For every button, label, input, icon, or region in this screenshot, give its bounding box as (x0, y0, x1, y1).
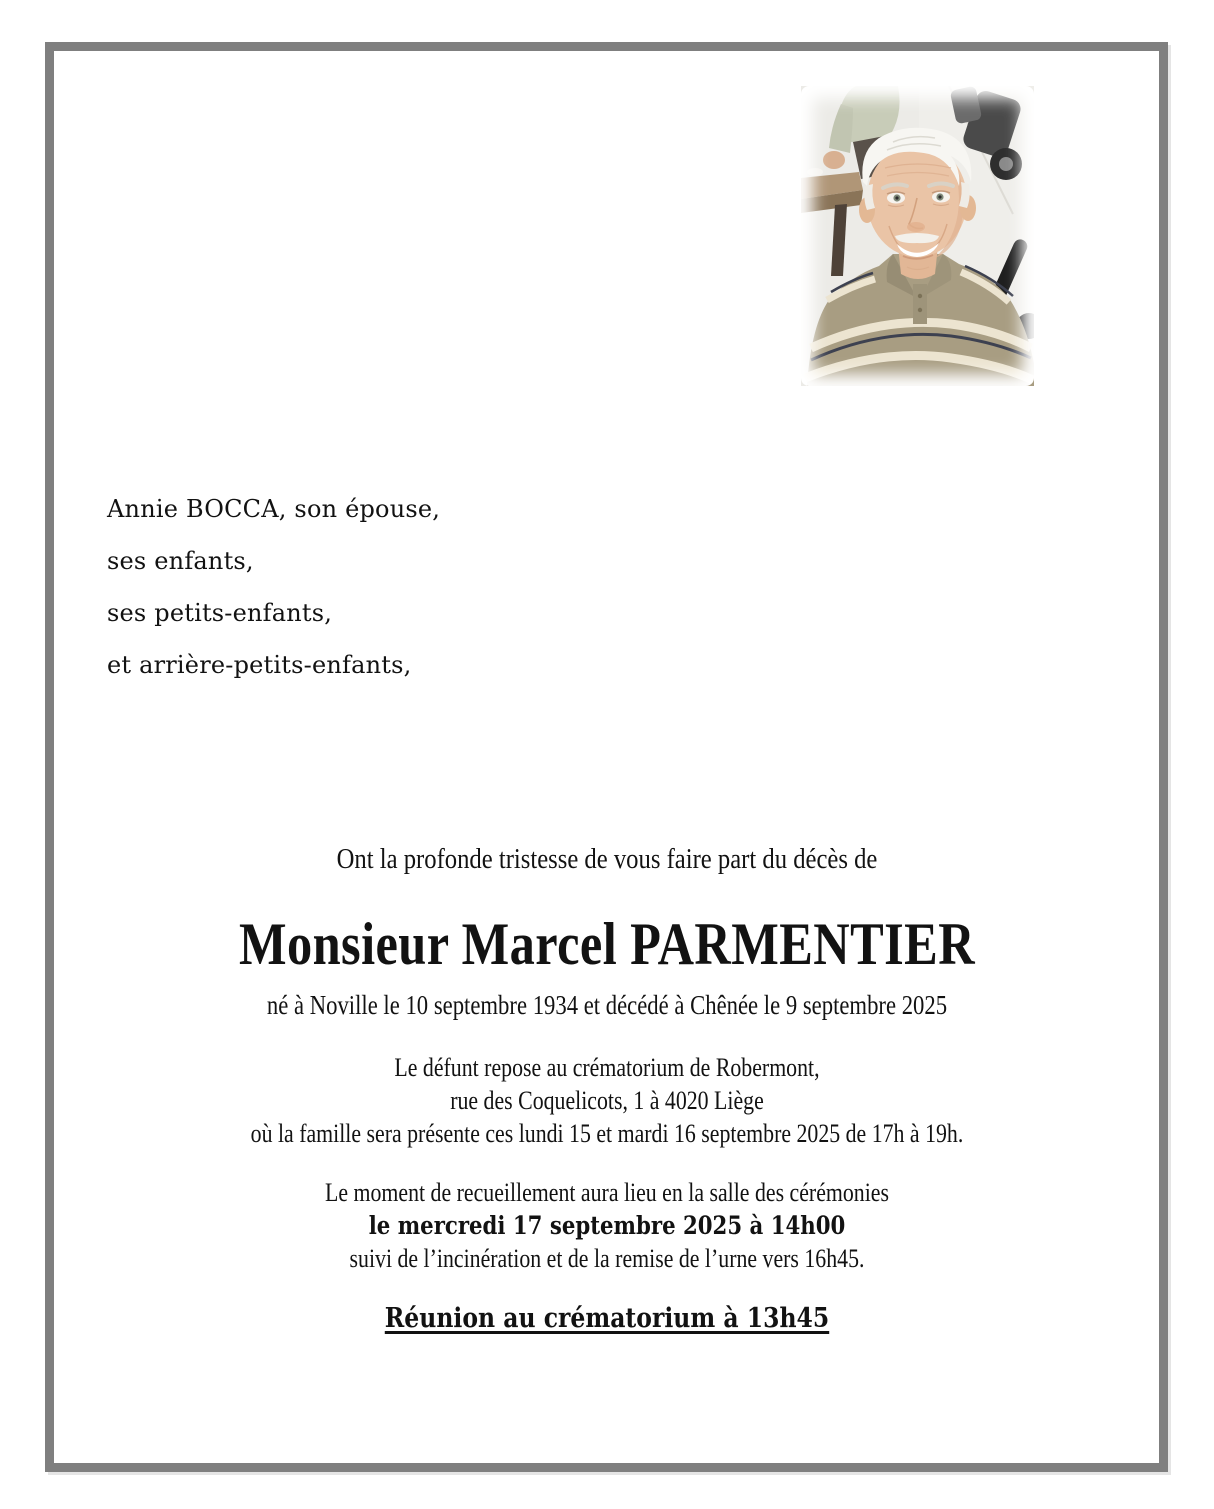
life-dates-line: né à Noville le 10 septembre 1934 et décédé à Chênée le 9 septembre 2025 (266, 990, 948, 1020)
repose-location-line: Le défunt repose au crématorium de Robermont, (394, 1053, 820, 1082)
deceased-name-title: Monsieur Marcel PARMENTIER (238, 911, 976, 977)
deceased-portrait-photo (801, 86, 1034, 386)
family-line-greatgrandchildren: et arrière-petits-enfants, (107, 651, 412, 679)
ceremony-datetime-line: le mercredi 17 septembre 2025 à 14h00 (368, 1211, 846, 1240)
repose-visiting-hours-line: où la famille sera présente ces lundi 15 et mardi 16 septembre 2025 de 17h à 19h. (250, 1119, 964, 1148)
portrait-illustration (801, 86, 1034, 386)
ceremony-info-block (0, 1176, 1214, 1275)
repose-info-block (97, 1051, 1117, 1150)
family-line-grandchildren: ses petits-enfants, (107, 599, 333, 627)
family-list (107, 483, 440, 691)
ceremony-intro-line: Le moment de recueillement aura lieu en la salle des cérémonies (325, 1178, 889, 1207)
repose-address-line: rue des Coquelicots, 1 à 4020 Liège (450, 1086, 764, 1115)
family-line-spouse: Annie BOCCA, son épouse, (107, 495, 441, 523)
ceremony-followup-line: suivi de l’incinération et de la remise de l’urne vers 16h45. (349, 1244, 865, 1273)
meeting-point-line: Réunion au crématorium à 13h45 (384, 1303, 830, 1334)
family-line-children: ses enfants, (107, 547, 254, 575)
announcement-sentence: Ont la profonde tristesse de vous faire part du décès de (336, 843, 878, 875)
